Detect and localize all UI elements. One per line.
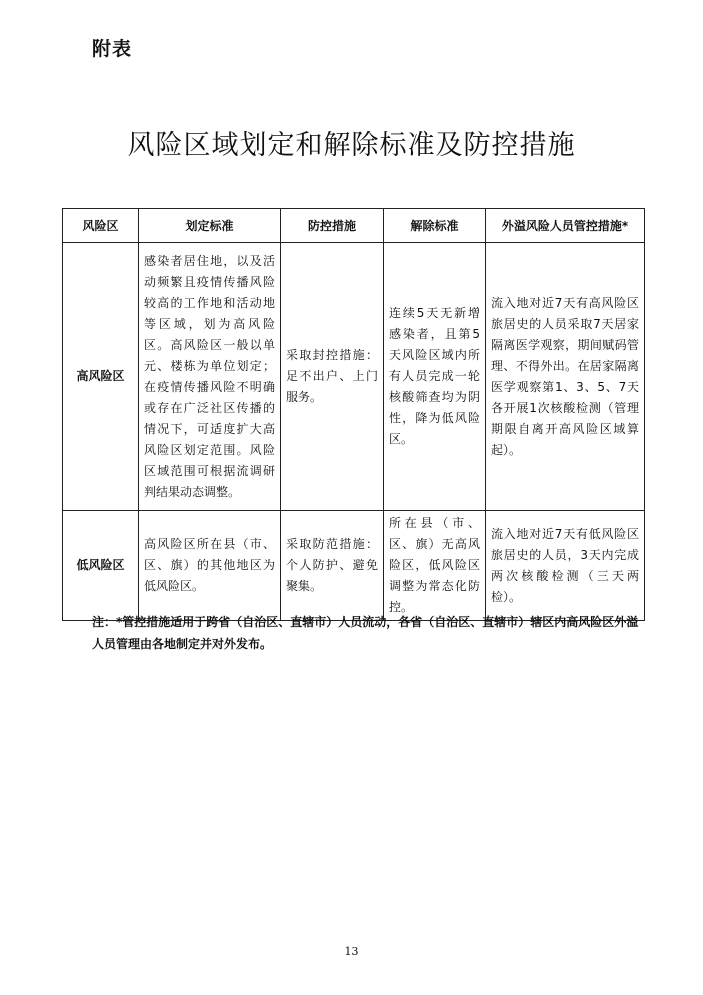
criteria-cell: 高风险区所在县（市、区、旗）的其他地区为低风险区。	[139, 511, 281, 621]
risk-level-cell: 低风险区	[63, 511, 139, 621]
table-header-row	[63, 209, 645, 243]
header-spillover: 外溢风险人员管控措施*	[486, 209, 645, 243]
measures-cell: 采取封控措施：足不出户、上门服务。	[281, 243, 384, 511]
table-row	[63, 243, 645, 511]
criteria-cell: 感染者居住地，以及活动频繁且疫情传播风险较高的工作地和活动地等区域，划为高风险区。高风险区一般以单元、楼栋为单位划定；在疫情传播风险不明确或存在广泛社区传播的情况下，可适度扩大高风险区划定范围。风险区域范围可根据流调研判结果动态调整。	[139, 243, 281, 511]
risk-level-cell: 高风险区	[63, 243, 139, 511]
risk-standards-table	[62, 208, 645, 621]
header-measures: 防控措施	[281, 209, 384, 243]
release-cell: 所在县（市、区、旗）无高风险区，低风险区调整为常态化防控。	[384, 511, 486, 621]
document-title: 风险区域划定和解除标准及防控措施	[127, 130, 576, 161]
measures-cell: 采取防范措施：个人防护、避免聚集。	[281, 511, 384, 621]
appendix-label: 附表	[92, 38, 133, 60]
header-release: 解除标准	[384, 209, 486, 243]
table-row	[63, 511, 645, 621]
spillover-cell: 流入地对近7天有高风险区旅居史的人员采取7天居家隔离医学观察，期间赋码管理、不得外出。在居家隔离医学观察第1、3、5、7天各开展1次核酸检测（管理期限自离开高风险区域算起）。	[486, 243, 645, 511]
page-number: 13	[344, 945, 359, 958]
release-cell: 连续5天无新增感染者，且第5天风险区域内所有人员完成一轮核酸筛查均为阴性，降为低风险区。	[384, 243, 486, 511]
header-risk-area: 风险区	[63, 209, 139, 243]
spillover-cell: 流入地对近7天有低风险区旅居史的人员，3天内完成两次核酸检测（三天两检）。	[486, 511, 645, 621]
footnote: 注：*管控措施适用于跨省（自治区、直辖市）人员流动，各省（自治区、直辖市）辖区内高风险区外溢人员管理由各地制定并对外发布。	[92, 615, 639, 651]
header-criteria: 划定标准	[139, 209, 281, 243]
